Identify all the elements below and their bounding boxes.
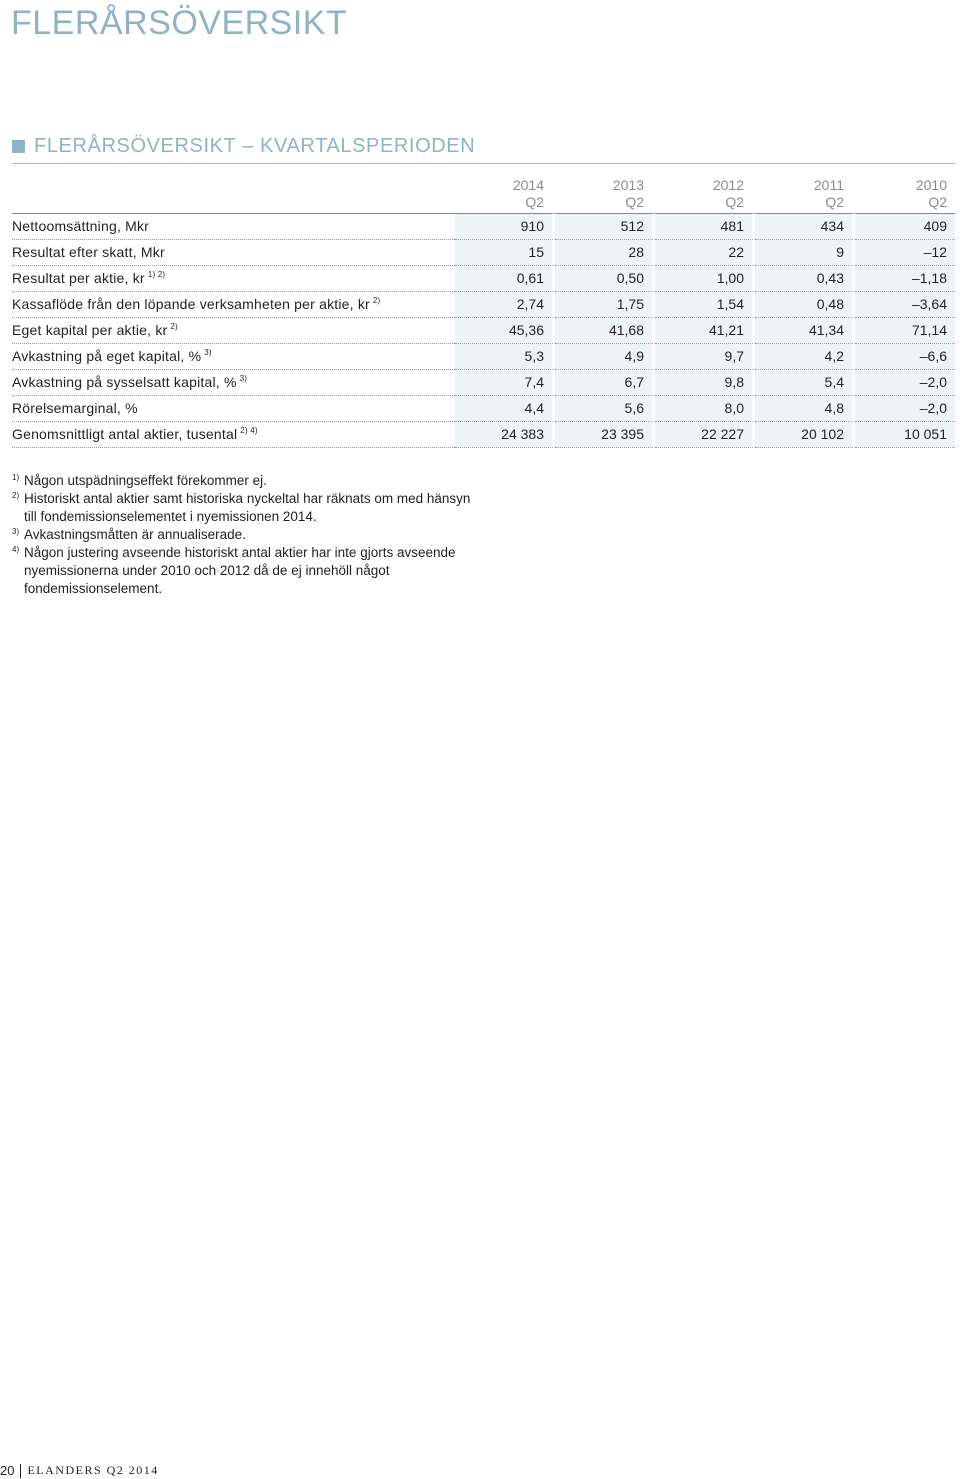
value-cell: 41,68 [555, 318, 655, 344]
footnote-mark: 3) [12, 527, 20, 536]
value-cell: 0,48 [755, 292, 855, 318]
row-label-text: Resultat efter skatt, Mkr [12, 244, 165, 260]
header-period: Q2 [525, 194, 544, 210]
page-title: FLERÅRSÖVERSIKT [11, 4, 348, 42]
footnote-reference: 2) [372, 296, 381, 306]
header-year: 2014 [512, 177, 544, 193]
multi-year-table [12, 175, 955, 448]
header-label-cell [12, 175, 455, 214]
footnote-text: Någon justering avseende historiskt antal aktier har inte gjorts avseende nyemissionerna under 2010 och 2012 då de ej innehöll något fondemissionselement. [24, 545, 456, 596]
value-cell: 20 102 [755, 422, 855, 448]
footnote-reference: 2) [170, 322, 178, 332]
header-year: 2010 [915, 177, 947, 193]
table-row [12, 240, 955, 266]
publication-name: ELANDERS Q2 2014 [27, 1463, 159, 1477]
row-label [12, 396, 455, 422]
value-cell: 4,4 [455, 396, 555, 422]
footnote-reference: 3) [239, 374, 248, 384]
table-row [12, 318, 955, 344]
value-cell: 9,8 [655, 370, 755, 396]
value-cell: 5,6 [555, 396, 655, 422]
row-label [12, 370, 455, 396]
row-label [12, 214, 455, 240]
section-heading [12, 135, 475, 158]
header-year-cell [555, 175, 655, 214]
table-row [12, 396, 955, 422]
value-cell: 7,4 [455, 370, 555, 396]
footnote-text: Någon utspädningseffekt förekommer ej. [24, 473, 267, 488]
table-row [12, 370, 955, 396]
value-cell: 10 051 [855, 422, 955, 448]
value-cell: –6,6 [855, 344, 955, 370]
row-label [12, 292, 455, 318]
value-cell: 0,61 [455, 266, 555, 292]
value-cell: 409 [855, 214, 955, 240]
header-period: Q2 [625, 194, 644, 210]
value-cell: 22 227 [655, 422, 755, 448]
value-cell: 28 [555, 240, 655, 266]
row-label-text: Kassaflöde från den löpande verksamheten per aktie, kr [12, 296, 370, 312]
value-cell: 1,00 [655, 266, 755, 292]
header-period: Q2 [928, 194, 947, 210]
value-cell: 512 [555, 214, 655, 240]
page-number: 20 [0, 1463, 15, 1478]
value-cell: 1,75 [555, 292, 655, 318]
footnote-reference: 2) 4) [240, 426, 258, 436]
section-marker-icon [12, 140, 25, 153]
value-cell: –3,64 [855, 292, 955, 318]
footnote-reference: 1) 2) [147, 270, 166, 280]
row-label-text: Avkastning på eget kapital, % [12, 348, 202, 364]
section-title: FLERÅRSÖVERSIKT – KVARTALSPERIODEN [34, 135, 476, 157]
page-footer [0, 1463, 159, 1478]
value-cell: 481 [655, 214, 755, 240]
value-cell: 9 [755, 240, 855, 266]
footnote-mark: 1) [12, 473, 20, 482]
row-label-text: Eget kapital per aktie, kr [12, 322, 168, 338]
header-year-cell [755, 175, 855, 214]
footnote [12, 526, 482, 544]
value-cell: 41,21 [655, 318, 755, 344]
table-row [12, 344, 955, 370]
table-row [12, 266, 955, 292]
header-year-cell [855, 175, 955, 214]
row-label [12, 240, 455, 266]
value-cell: –2,0 [855, 396, 955, 422]
footnote [12, 544, 482, 598]
header-year: 2012 [712, 177, 744, 193]
value-cell: 0,50 [555, 266, 655, 292]
value-cell: –1,18 [855, 266, 955, 292]
value-cell: 22 [655, 240, 755, 266]
row-label [12, 266, 455, 292]
value-cell: 23 395 [555, 422, 655, 448]
value-cell: –2,0 [855, 370, 955, 396]
footnote-mark: 2) [12, 491, 20, 500]
value-cell: 24 383 [455, 422, 555, 448]
row-label [12, 318, 455, 344]
value-cell: –12 [855, 240, 955, 266]
value-cell: 45,36 [455, 318, 555, 344]
table-row [12, 214, 955, 240]
table-row [12, 292, 955, 318]
header-year-cell [655, 175, 755, 214]
value-cell: 4,9 [555, 344, 655, 370]
value-cell: 8,0 [655, 396, 755, 422]
footnote-text: Avkastningsmåtten är annualiserade. [24, 527, 246, 542]
value-cell: 71,14 [855, 318, 955, 344]
value-cell: 5,4 [755, 370, 855, 396]
footnote [12, 472, 482, 490]
row-label-text: Rörelsemarginal, % [12, 400, 138, 416]
footnote-text: Historiskt antal aktier samt historiska nyckeltal har räknats om med hänsyn till fondemissionselementet i nyemissionen 2014. [24, 491, 471, 524]
row-label-text: Genomsnittligt antal aktier, tusental [12, 426, 238, 442]
value-cell: 15 [455, 240, 555, 266]
value-cell: 2,74 [455, 292, 555, 318]
row-label [12, 422, 455, 448]
table-header-row [12, 175, 955, 214]
footer-separator [20, 1464, 21, 1478]
row-label-text: Resultat per aktie, kr [12, 270, 145, 286]
row-label-text: Nettoomsättning, Mkr [12, 218, 150, 234]
value-cell: 5,3 [455, 344, 555, 370]
header-year: 2013 [612, 177, 644, 193]
section-divider [12, 163, 955, 164]
value-cell: 434 [755, 214, 855, 240]
footnote [12, 490, 482, 526]
row-label-text: Avkastning på sysselsatt kapital, % [12, 374, 237, 390]
footnote-mark: 4) [12, 545, 20, 554]
value-cell: 4,2 [755, 344, 855, 370]
header-period: Q2 [825, 194, 844, 210]
value-cell: 41,34 [755, 318, 855, 344]
row-label [12, 344, 455, 370]
header-period: Q2 [725, 194, 744, 210]
value-cell: 4,8 [755, 396, 855, 422]
header-year-cell [455, 175, 555, 214]
value-cell: 6,7 [555, 370, 655, 396]
value-cell: 1,54 [655, 292, 755, 318]
footnotes [12, 472, 482, 598]
value-cell: 910 [455, 214, 555, 240]
value-cell: 9,7 [655, 344, 755, 370]
footnote-reference: 3) [204, 348, 212, 358]
header-year: 2011 [813, 177, 844, 193]
table-row [12, 422, 955, 448]
value-cell: 0,43 [755, 266, 855, 292]
